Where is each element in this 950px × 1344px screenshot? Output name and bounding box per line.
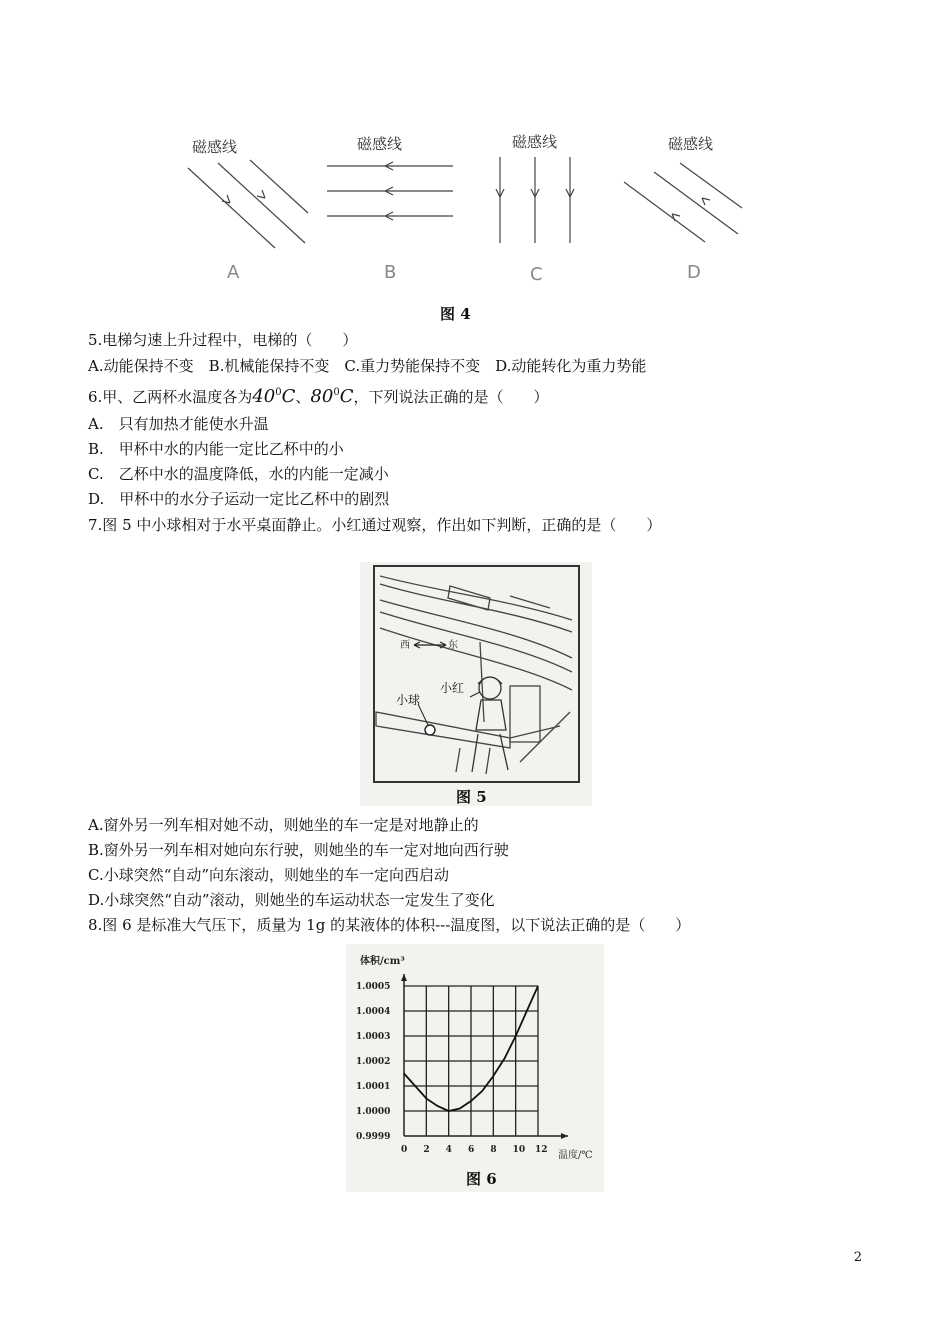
panel-c-field-lines bbox=[490, 155, 580, 245]
y-tick-label: 1.0001 bbox=[356, 1082, 391, 1092]
figure-5-caption: 图 5 bbox=[456, 788, 487, 806]
panel-a-field-lines bbox=[180, 158, 310, 258]
q6-temp-2: $80^0C$ bbox=[310, 386, 354, 407]
x-tick-label: 8 bbox=[490, 1145, 497, 1155]
y-tick-label: 0.9999 bbox=[356, 1132, 391, 1142]
page-number: 2 bbox=[853, 1250, 862, 1265]
q6-stem-post: ，下列说法正确的是（ ） bbox=[353, 388, 549, 406]
girl-figure bbox=[472, 677, 508, 772]
x-tick-label: 12 bbox=[535, 1145, 548, 1155]
ball bbox=[425, 725, 435, 735]
figure-5 bbox=[360, 562, 592, 806]
y-tick-label: 1.0004 bbox=[356, 1007, 391, 1017]
q6-temp-1: $40^0C$ bbox=[252, 386, 296, 407]
x-tick-label: 10 bbox=[512, 1145, 526, 1155]
figure-6-caption: 图 6 bbox=[466, 1170, 497, 1188]
y-axis-arrow bbox=[401, 974, 407, 981]
direction-east-label: 东 bbox=[448, 640, 458, 651]
q6-option-c: C. 乙杯中水的温度降低，水的内能一定减小 bbox=[88, 465, 389, 483]
panel-d-label: 磁感线 bbox=[668, 135, 714, 153]
direction-west-label: 西 bbox=[400, 640, 410, 651]
q8-stem: 8.图 6 是标准大气压下，质量为 1g 的某液体的体积---温度图，以下说法正确的是（ ） bbox=[88, 916, 691, 934]
x-tick-label: 0 bbox=[401, 1145, 408, 1155]
figure-6 bbox=[346, 944, 604, 1192]
q7-option-d: D.小球突然“自动”滚动，则她坐的车运动状态一定发生了变化 bbox=[88, 891, 495, 909]
y-axis-label: 体积/cm³ bbox=[360, 956, 405, 967]
panel-a-label: 磁感线 bbox=[192, 138, 238, 156]
panel-d-field-lines bbox=[620, 160, 745, 245]
volume-temperature-chart bbox=[346, 944, 604, 1192]
panel-b-label: 磁感线 bbox=[357, 135, 403, 153]
q5-stem: 5.电梯匀速上升过程中，电梯的（ ） bbox=[88, 331, 358, 349]
q6-option-d: D. 甲杯中的水分子运动一定比乙杯中的剧烈 bbox=[88, 490, 390, 508]
panel-c-letter: C bbox=[530, 264, 543, 285]
x-tick-label: 6 bbox=[468, 1145, 475, 1155]
y-tick-label: 1.0005 bbox=[356, 982, 391, 992]
x-axis-label: 温度/℃ bbox=[558, 1150, 593, 1161]
y-tick-label: 1.0002 bbox=[356, 1057, 391, 1067]
q7-option-c: C.小球突然“自动”向东滚动，则她坐的车一定向西启动 bbox=[88, 866, 450, 884]
q6-separator: 、 bbox=[295, 388, 311, 406]
y-tick-label: 1.0000 bbox=[356, 1107, 391, 1117]
x-axis-arrow bbox=[561, 1133, 568, 1139]
y-tick-label: 1.0003 bbox=[356, 1032, 391, 1042]
q7-option-a: A.窗外另一列车相对她不动，则她坐的车一定是对地静止的 bbox=[88, 816, 479, 834]
girl-label: 小红 bbox=[440, 681, 465, 695]
x-tick-label: 2 bbox=[423, 1145, 430, 1155]
q7-stem: 7.图 5 中小球相对于水平桌面静止。小红通过观察，作出如下判断，正确的是（ ） bbox=[88, 516, 662, 534]
ball-label: 小球 bbox=[396, 693, 421, 707]
panel-b-letter: B bbox=[384, 262, 397, 283]
figure-4-caption: 图 4 bbox=[440, 305, 471, 323]
train-interior-drawing bbox=[360, 562, 592, 806]
q6-option-b: B. 甲杯中水的内能一定比乙杯中的小 bbox=[88, 440, 344, 458]
q6-stem-pre: 6.甲、乙两杯水温度各为 bbox=[88, 388, 253, 406]
q7-option-b: B.窗外另一列车相对她向东行驶，则她坐的车一定对地向西行驶 bbox=[88, 841, 509, 859]
panel-d-letter: D bbox=[687, 262, 701, 283]
panel-a-letter: A bbox=[227, 262, 240, 283]
panel-c-label: 磁感线 bbox=[512, 133, 558, 151]
q5-options: A.动能保持不变 B.机械能保持不变 C.重力势能保持不变 D.动能转化为重力势能 bbox=[88, 357, 647, 375]
x-tick-label: 4 bbox=[445, 1145, 452, 1155]
panel-b-field-lines bbox=[325, 158, 455, 228]
q6-option-a: A. 只有加热才能使水升温 bbox=[88, 415, 269, 433]
q6-stem bbox=[88, 383, 548, 407]
